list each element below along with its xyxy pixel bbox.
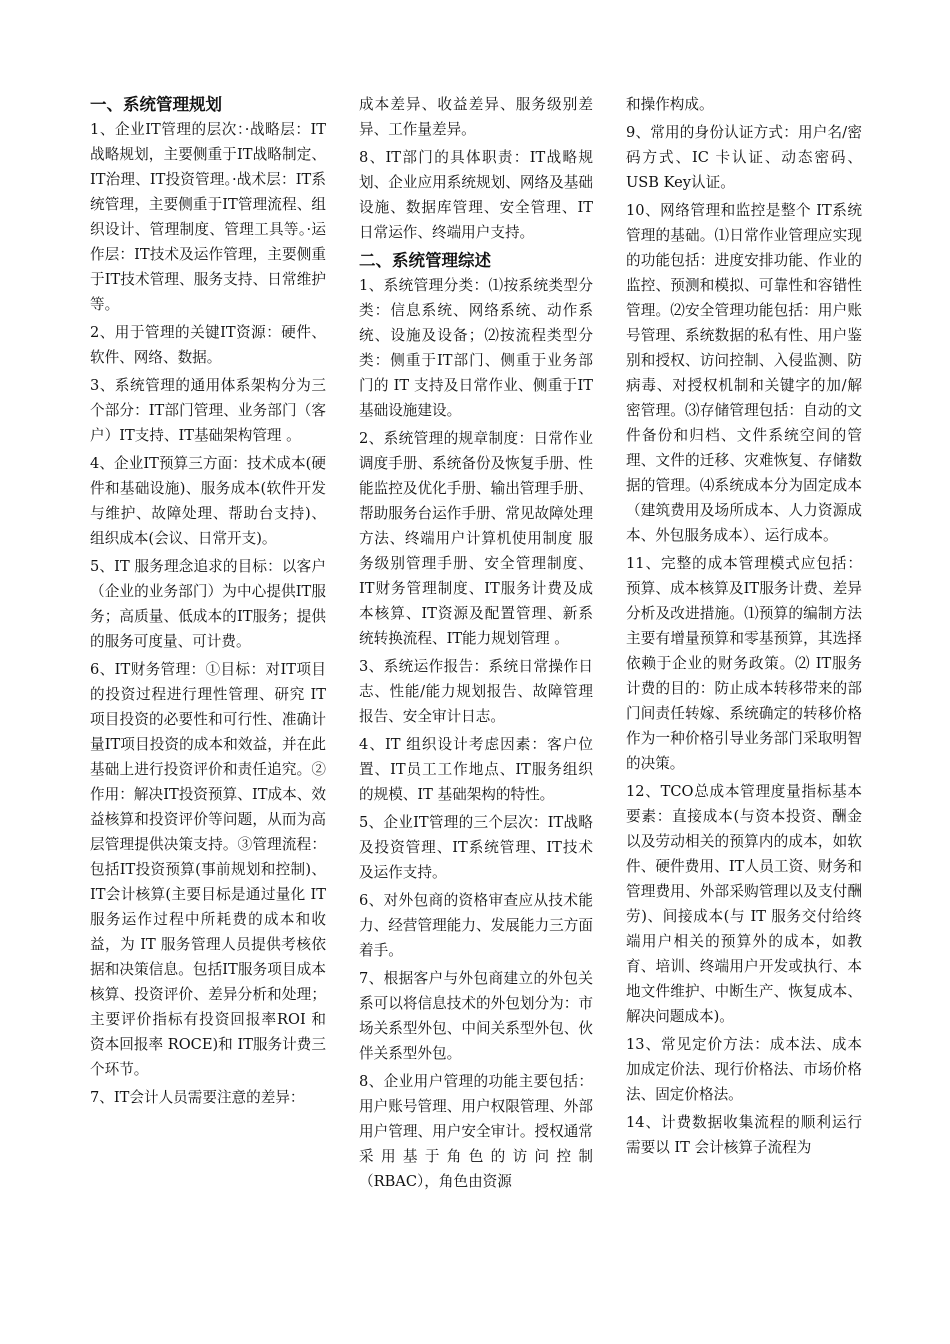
paragraph: 8、IT部门的具体职责：IT战略规划、企业应用系统规划、网络及基础设施、数据库管理、安全管理、IT日常运作、终端用户支持。 [359, 149, 593, 241]
column-1 [90, 92, 326, 1113]
paragraph: 10、网络管理和监控是整个 IT系统管理的基础。⑴日常作业管理应实现的功能包括：进度安排功能、作业的监控、预测和模拟、可靠性和容错性管理。⑵安全管理功能包括：用户账号管理、系统数据的私有性、用户鉴别和授权、访问控制、入侵监测、防病毒、对授权机制和关键字的加/解密管理。⑶存储管理包括：自动的文件备份和归档、文件系统空间的管理、文件的迁移、灾难恢复、存储数据的管理。⑷系统成本分为固定成本（建筑费用及场所成本、人力资源成本、外包服务成本）、运行成本。 [626, 202, 862, 544]
paragraph: 7、IT会计人员需要注意的差异： [90, 1089, 305, 1106]
paragraph: 13、常见定价方法：成本法、成本加成定价法、现行价格法、市场价格法、固定价格法。 [626, 1036, 862, 1103]
paragraph: 11、完整的成本管理模式应包括：预算、成本核算及IT服务计费、差异分析及改进措施。⑴预算的编制方法主要有增量预算和零基预算，其选择依赖于企业的财务政策。⑵ IT服务计费的目的：防止成本转移带来的部门间责任转嫁、系统确定的转移价格作为一种价格引导业务部门采取明智的决策。 [626, 555, 862, 772]
paragraph: 3、系统管理的通用体系架构分为三个部分：IT部门管理、业务部门（客户）IT支持、IT基础架构管理 。 [90, 377, 326, 444]
paragraph: 4、企业IT预算三方面：技术成本(硬件和基础设施)、服务成本(软件开发与维护、故障处理、帮助台支持)、组织成本(会议、日常开支)。 [90, 455, 326, 547]
paragraph: 5、IT 服务理念追求的目标：以客户（企业的业务部门）为中心提供IT服务；高质量、低成本的IT服务；提供的服务可度量、可计费。 [90, 558, 326, 650]
paragraph: 2、系统管理的规章制度：日常作业调度手册、系统备份及恢复手册、性能监控及优化手册、输出管理手册、帮助服务台运作手册、常见故障处理方法、终端用户计算机使用制度 服务级别管理手册、安全管理制度、IT财务管理制度、IT服务计费及成本核算、IT资源及配置管理、新系统转换流程、IT能力规划管理 。 [359, 430, 593, 647]
paragraph: 8、企业用户管理的功能主要包括：用户账号管理、用户权限管理、外部用户管理、用户安全审计。授权通常采用基于角色的访问控制（RBAC），角色由资源 [359, 1073, 593, 1190]
paragraph: 4、IT 组织设计考虑因素：客户位置、IT员工工作地点、IT服务组织的规模、IT 基础架构的特性。 [359, 736, 593, 803]
paragraph: 5、企业IT管理的三个层次：IT战略及投资管理、IT系统管理、IT技术及运作支持。 [359, 814, 593, 881]
paragraph: 3、系统运作报告：系统日常操作日志、性能/能力规划报告、故障管理报告、安全审计日志。 [359, 658, 593, 725]
section-heading: 二、系统管理综述 [359, 251, 491, 270]
paragraph: 1、系统管理分类：⑴按系统类型分类：信息系统、网络系统、动作系统、设施及设备；⑵按流程类型分类：侧重于IT部门、侧重于业务部门的 IT 支持及日常作业、侧重于IT基础设施建设。 [359, 277, 593, 419]
section-heading: 一、系统管理规划 [90, 95, 222, 114]
paragraph: 成本差异、收益差异、服务级别差异、工作量差异。 [359, 96, 593, 138]
paragraph: 12、TCO总成本管理度量指标基本要素：直接成本(与资本投资、酬金以及劳动相关的预算内的成本，如软件、硬件费用、IT人员工资、财务和管理费用、外部采购管理以及支付酬劳)、间接成本(与 IT 服务交付给终端用户相关的预算外的成本，如教育、培训、终端用户开发或执行、本地文件维护、中断生产、恢复成本、解决问题成本)。 [626, 783, 862, 1025]
paragraph: 2、用于管理的关键IT资源：硬件、软件、网络、数据。 [90, 324, 326, 366]
column-2 [359, 92, 593, 1197]
column-3 [626, 92, 862, 1163]
paragraph: 7、根据客户与外包商建立的外包关系可以将信息技术的外包划分为：市场关系型外包、中间关系型外包、伙伴关系型外包。 [359, 970, 593, 1062]
paragraph: 6、对外包商的资格审查应从技术能力、经营管理能力、发展能力三方面着手。 [359, 892, 593, 959]
paragraph: 9、常用的身份认证方式：用户名/密码方式、IC 卡认证、动态密码、USB Key认证。 [626, 124, 862, 191]
paragraph: 和操作构成。 [626, 96, 714, 113]
paragraph: 14、计费数据收集流程的顺利运行需要以 IT 会计核算子流程为 [626, 1114, 862, 1156]
paragraph: 6、IT财务管理：①目标：对IT项目的投资过程进行理性管理、研究 IT 项目投资的必要性和可行性、准确计量IT项目投资的成本和效益，并在此基础上进行投资评价和责任追究。②作用：解决IT投资预算、IT成本、效益核算和投资评价等问题，从而为高层管理提供决策支持。③管理流程：包括IT投资预算(事前规划和控制)、IT会计核算(主要目标是通过量化 IT 服务运作过程中所耗费的成本和收益，为 IT 服务管理人员提供考核依据和决策信息。包括IT服务项目成本核算、投资评价、差异分析和处理；主要评价指标有投资回报率ROI 和资本回报率 ROCE)和 IT服务计费三个环节。 [90, 661, 326, 1078]
paragraph: 1、企业IT管理的层次：·战略层：IT战略规划，主要侧重于IT战略制定、IT治理、IT投资管理。·战术层：IT系统管理，主要侧重于IT管理流程、组织设计、管理制度、管理工具等。·运作层：IT技术及运作管理，主要侧重于IT技术管理、服务支持、日常维护等。 [90, 121, 326, 313]
